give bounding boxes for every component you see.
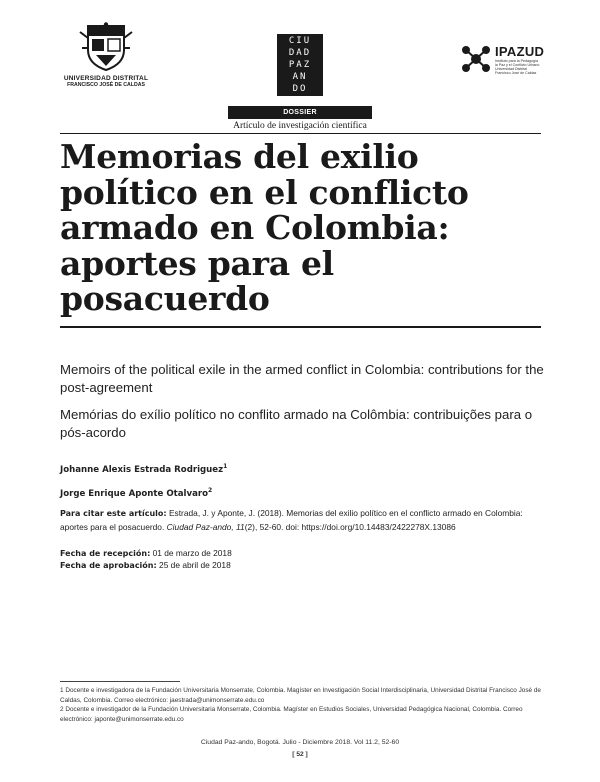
footnote-mark: 1 xyxy=(223,463,228,470)
citation xyxy=(60,507,544,533)
ipazud-subline: Instituto para la Pedagogía xyxy=(495,59,538,63)
divider xyxy=(60,326,541,328)
author-name xyxy=(60,487,212,499)
ipazud-subline: la Paz y el Conflicto Urbano xyxy=(495,63,540,67)
date-approved-label: Fecha de aprobación: xyxy=(60,561,157,570)
citation-text: Estrada, J. y Aponte, J. (2018). Memorias del exilio político en el conflicto armado en Colombia: aportes para el posacuerdo. xyxy=(60,508,523,532)
author-name xyxy=(60,463,227,475)
date-received-value: 01 de marzo de 2018 xyxy=(150,548,232,558)
page-number: [ 52 ] xyxy=(292,751,308,758)
university-name: UNIVERSIDAD DISTRITAL xyxy=(63,75,149,82)
footnote-divider xyxy=(60,681,180,682)
page-footer: Ciudad Paz-ando, Bogotá. Julio - Diciembre 2018. Vol 11.2, 52-60 xyxy=(200,739,400,746)
footnote: 2 Docente e investigador de la Fundación Universitaria Monserrate, Colombia. Magíster en Estudios Sociales, Universidad Pedagógica Nacional, Colombia. Correo electrónico: japonte@unimonserrate.edu.co xyxy=(60,706,523,723)
journal-logo-line: DO xyxy=(292,84,308,94)
section-label: DOSSIER xyxy=(228,106,372,119)
date-approved xyxy=(60,560,231,570)
citation-doi: (2), 52-60. doi: https://doi.org/10.14483/2422278X.13086 xyxy=(244,521,456,532)
journal-logo-line: PAZ xyxy=(288,60,312,70)
ipazud-name: IPAZUD xyxy=(495,44,545,59)
footnote: 1 Docente e investigadora de la Fundación Universitaria Monserrate, Colombia. Magíster en Investigación Social Interdisciplinaria, Universidad Distrital Francisco José de Caldas, Colombia. Correo electrónico: jaestrada@unimonserrate.edu.co xyxy=(60,687,541,704)
ipazud-subline: Francisco José de Caldas xyxy=(495,71,537,75)
title-portuguese: Memórias do exílio político no conflito armado na Colômbia: contribuições para o pós-acordo xyxy=(60,407,533,440)
footnote-mark: 2 xyxy=(208,487,213,494)
date-approved-value: 25 de abril de 2018 xyxy=(156,560,231,570)
date-received xyxy=(60,548,232,558)
journal-logo xyxy=(277,34,323,96)
article-title: Memorias del exilio político en el conflicto armado en Colombia: aportes para el posacuerdo xyxy=(60,137,469,318)
journal-logo-line: DAD xyxy=(288,48,312,58)
university-logo xyxy=(58,22,154,88)
author-name-text: Johanne Alexis Estrada Rodriguez xyxy=(60,464,224,475)
citation-label: Para citar este artículo: xyxy=(60,509,167,518)
citation-journal: Ciudad Paz-ando, 11 xyxy=(166,521,245,532)
author-name-text: Jorge Enrique Aponte Otalvaro xyxy=(60,488,209,499)
ipazud-subline: Universidad Distrital xyxy=(495,67,527,71)
journal-logo-line: CIU xyxy=(288,36,312,46)
journal-logo-line: AN xyxy=(292,72,308,82)
date-received-label: Fecha de recepción: xyxy=(60,549,151,558)
ipazud-logo xyxy=(461,44,556,74)
article-type: Artículo de investigación científica xyxy=(233,121,367,131)
shield-crest-icon xyxy=(78,22,134,72)
title-english: Memoirs of the political exile in the armed conflict in Colombia: contributions for the post-agreement xyxy=(60,362,544,395)
network-dots-icon xyxy=(461,44,491,74)
university-subname: FRANCISCO JOSÉ DE CALDAS xyxy=(67,82,145,88)
divider xyxy=(60,133,541,134)
